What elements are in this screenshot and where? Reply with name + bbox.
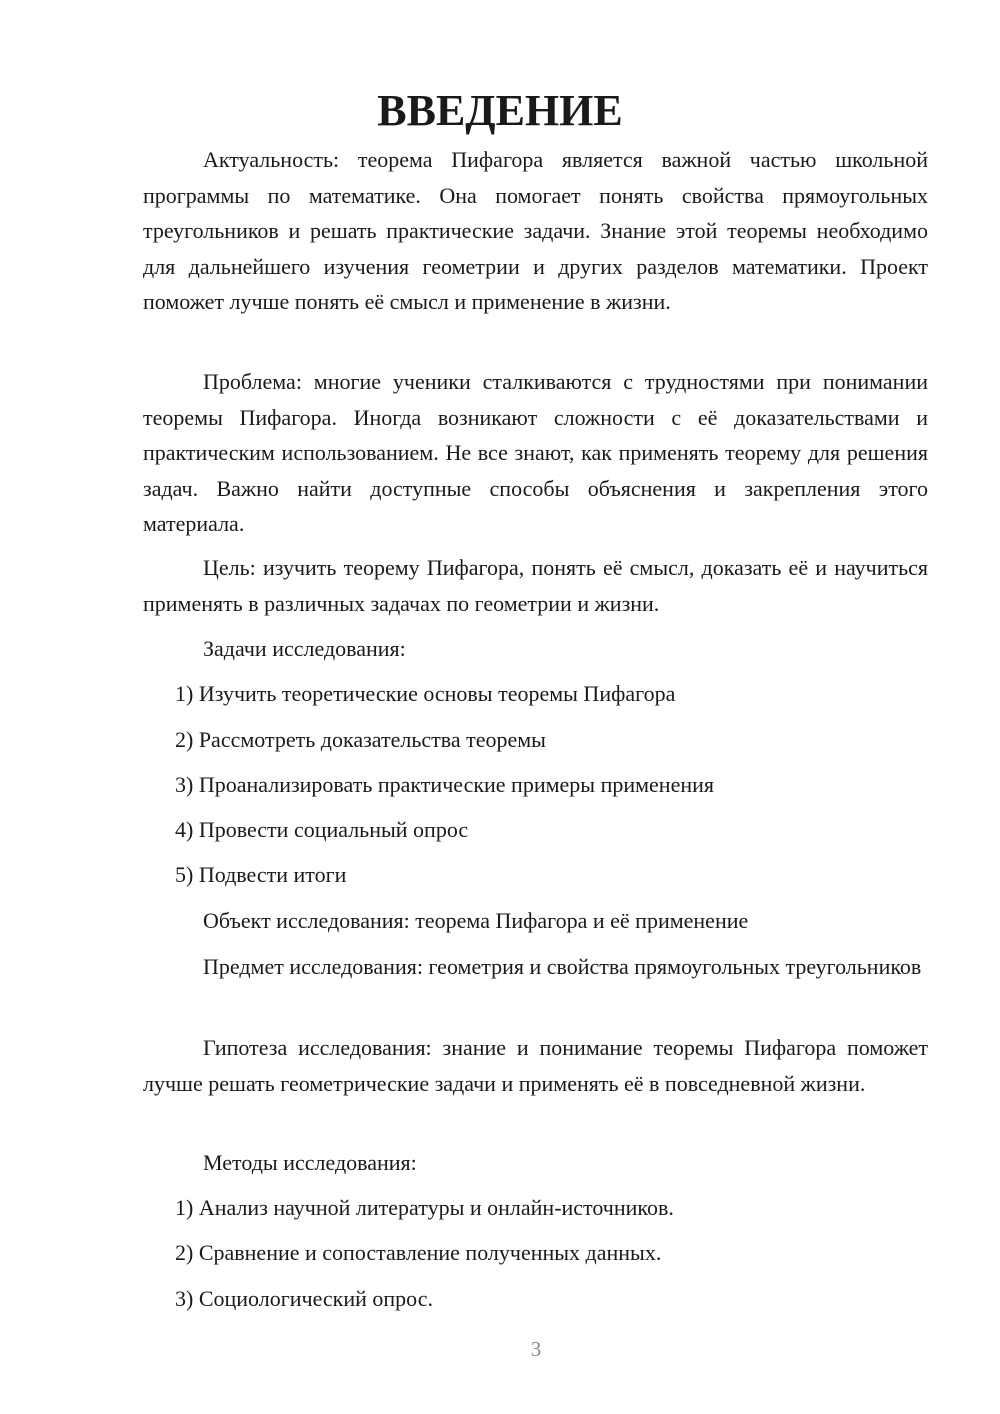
object-line: Объект исследования: теорема Пифагора и её применение (203, 908, 749, 933)
page-number: 3 (530, 1337, 542, 1361)
method-item: 1) Анализ научной литературы и онлайн-источников. (175, 1195, 674, 1220)
hypothesis-paragraph: Гипотеза исследования: знание и понимание теоремы Пифагора поможет лучше решать геометрические задачи и применять её в повседневной жизни. (143, 1035, 928, 1096)
method-item: 3) Социологический опрос. (175, 1286, 433, 1311)
task-item: 3) Проанализировать практические примеры применения (175, 772, 715, 797)
methods-heading: Методы исследования: (203, 1150, 417, 1175)
tasks-heading: Задачи исследования: (203, 636, 406, 661)
task-item: 5) Подвести итоги (175, 862, 347, 887)
task-item: 1) Изучить теоретические основы теоремы Пифагора (175, 681, 676, 706)
task-item: 2) Рассмотреть доказательства теоремы (175, 727, 546, 752)
problem-paragraph: Проблема: многие ученики сталкиваются с трудностями при понимании теоремы Пифагора. Иногда возникают сложности с её доказательствами и практическим использованием. Не все знают, как применять теорему для решения задач. Важно найти доступные способы объяснения и закрепления этого материала. (143, 369, 928, 536)
task-item: 4) Провести социальный опрос (175, 817, 469, 842)
method-item: 2) Сравнение и сопоставление полученных данных. (175, 1240, 662, 1265)
page-title: ВВЕДЕНИЕ (377, 86, 623, 135)
subject-paragraph: Предмет исследования: геометрия и свойства прямоугольных треугольников (203, 954, 922, 979)
relevance-paragraph: Актуальность: теорема Пифагора является важной частью школьной программы по математике. Она помогает понять свойства прямоугольных треугольников и решать практические задачи. Знание этой теоремы необходимо для дальнейшего изучения геометрии и других разделов математики. Проект поможет лучше понять её смысл и применение в жизни. (143, 147, 928, 314)
goal-paragraph: Цель: изучить теорему Пифагора, понять её смысл, доказать её и научиться применять в различных задачах по геометрии и жизни. (143, 555, 928, 616)
